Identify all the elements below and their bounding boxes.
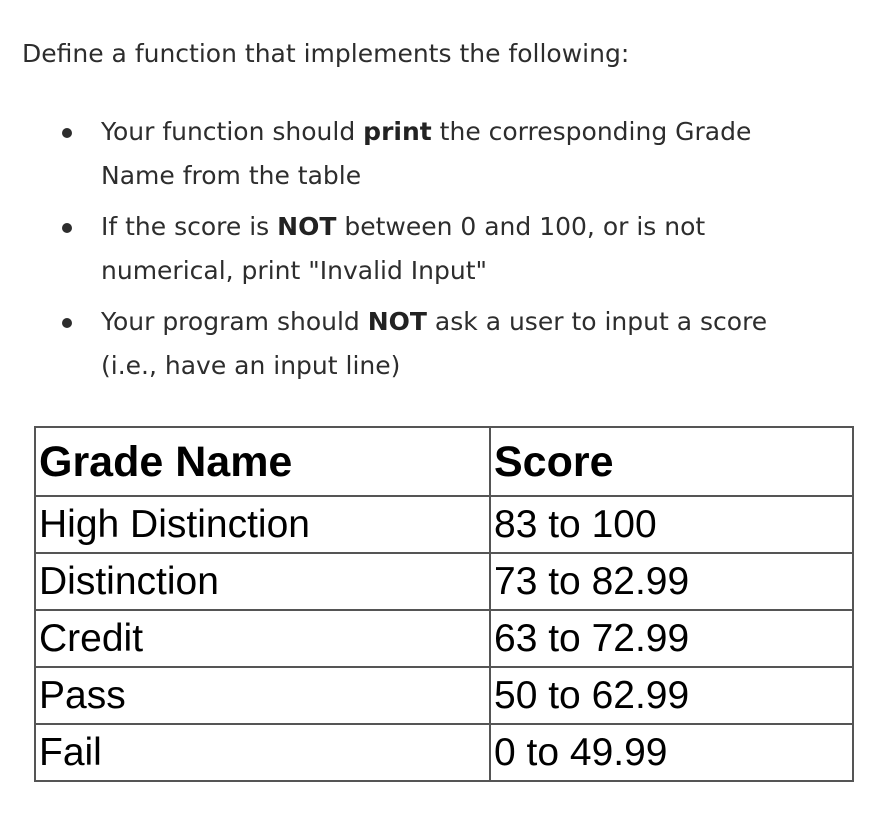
table-row	[35, 553, 853, 610]
grade-name-cell: Credit	[35, 610, 490, 667]
req-text-post: between 0 and 100, or is not	[336, 212, 706, 241]
req-text-bold: NOT	[367, 307, 427, 336]
grade-table	[34, 426, 854, 782]
grade-name-cell: Fail	[35, 724, 490, 781]
score-cell: 73 to 82.99	[490, 553, 853, 610]
req-text-line2: numerical, print "Invalid Input"	[101, 256, 488, 285]
table-row	[35, 610, 853, 667]
score-cell: 83 to 100	[490, 496, 853, 553]
grade-name-cell: High Distinction	[35, 496, 490, 553]
req-text-post: the corresponding Grade	[431, 117, 752, 146]
table-header-row	[35, 427, 853, 496]
req-text-pre: If the score is	[101, 212, 278, 241]
req-text-post: ask a user to input a score	[426, 307, 768, 336]
score-cell: 50 to 62.99	[490, 667, 853, 724]
req-text-pre: Your function should	[101, 117, 364, 146]
req-text-bold: print	[363, 117, 432, 146]
req-text-bold: NOT	[277, 212, 337, 241]
req-text-line2: (i.e., have an input line)	[101, 351, 401, 380]
table-row	[35, 667, 853, 724]
header-score: Score	[490, 427, 853, 496]
requirement-item	[0, 205, 886, 293]
requirement-item	[0, 300, 886, 388]
grade-name-cell: Pass	[35, 667, 490, 724]
score-cell: 63 to 72.99	[490, 610, 853, 667]
bullet-icon	[62, 128, 72, 138]
requirement-item	[0, 110, 886, 198]
header-grade-name: Grade Name	[35, 427, 490, 496]
req-text-pre: Your program should	[101, 307, 368, 336]
intro-text: Define a function that implements the following:	[22, 39, 630, 68]
grade-name-cell: Distinction	[35, 553, 490, 610]
bullet-icon	[62, 223, 72, 233]
table-row	[35, 724, 853, 781]
score-cell: 0 to 49.99	[490, 724, 853, 781]
bullet-icon	[62, 318, 72, 328]
req-text-line2: Name from the table	[101, 161, 362, 190]
requirements-list	[0, 110, 886, 395]
table-row	[35, 496, 853, 553]
